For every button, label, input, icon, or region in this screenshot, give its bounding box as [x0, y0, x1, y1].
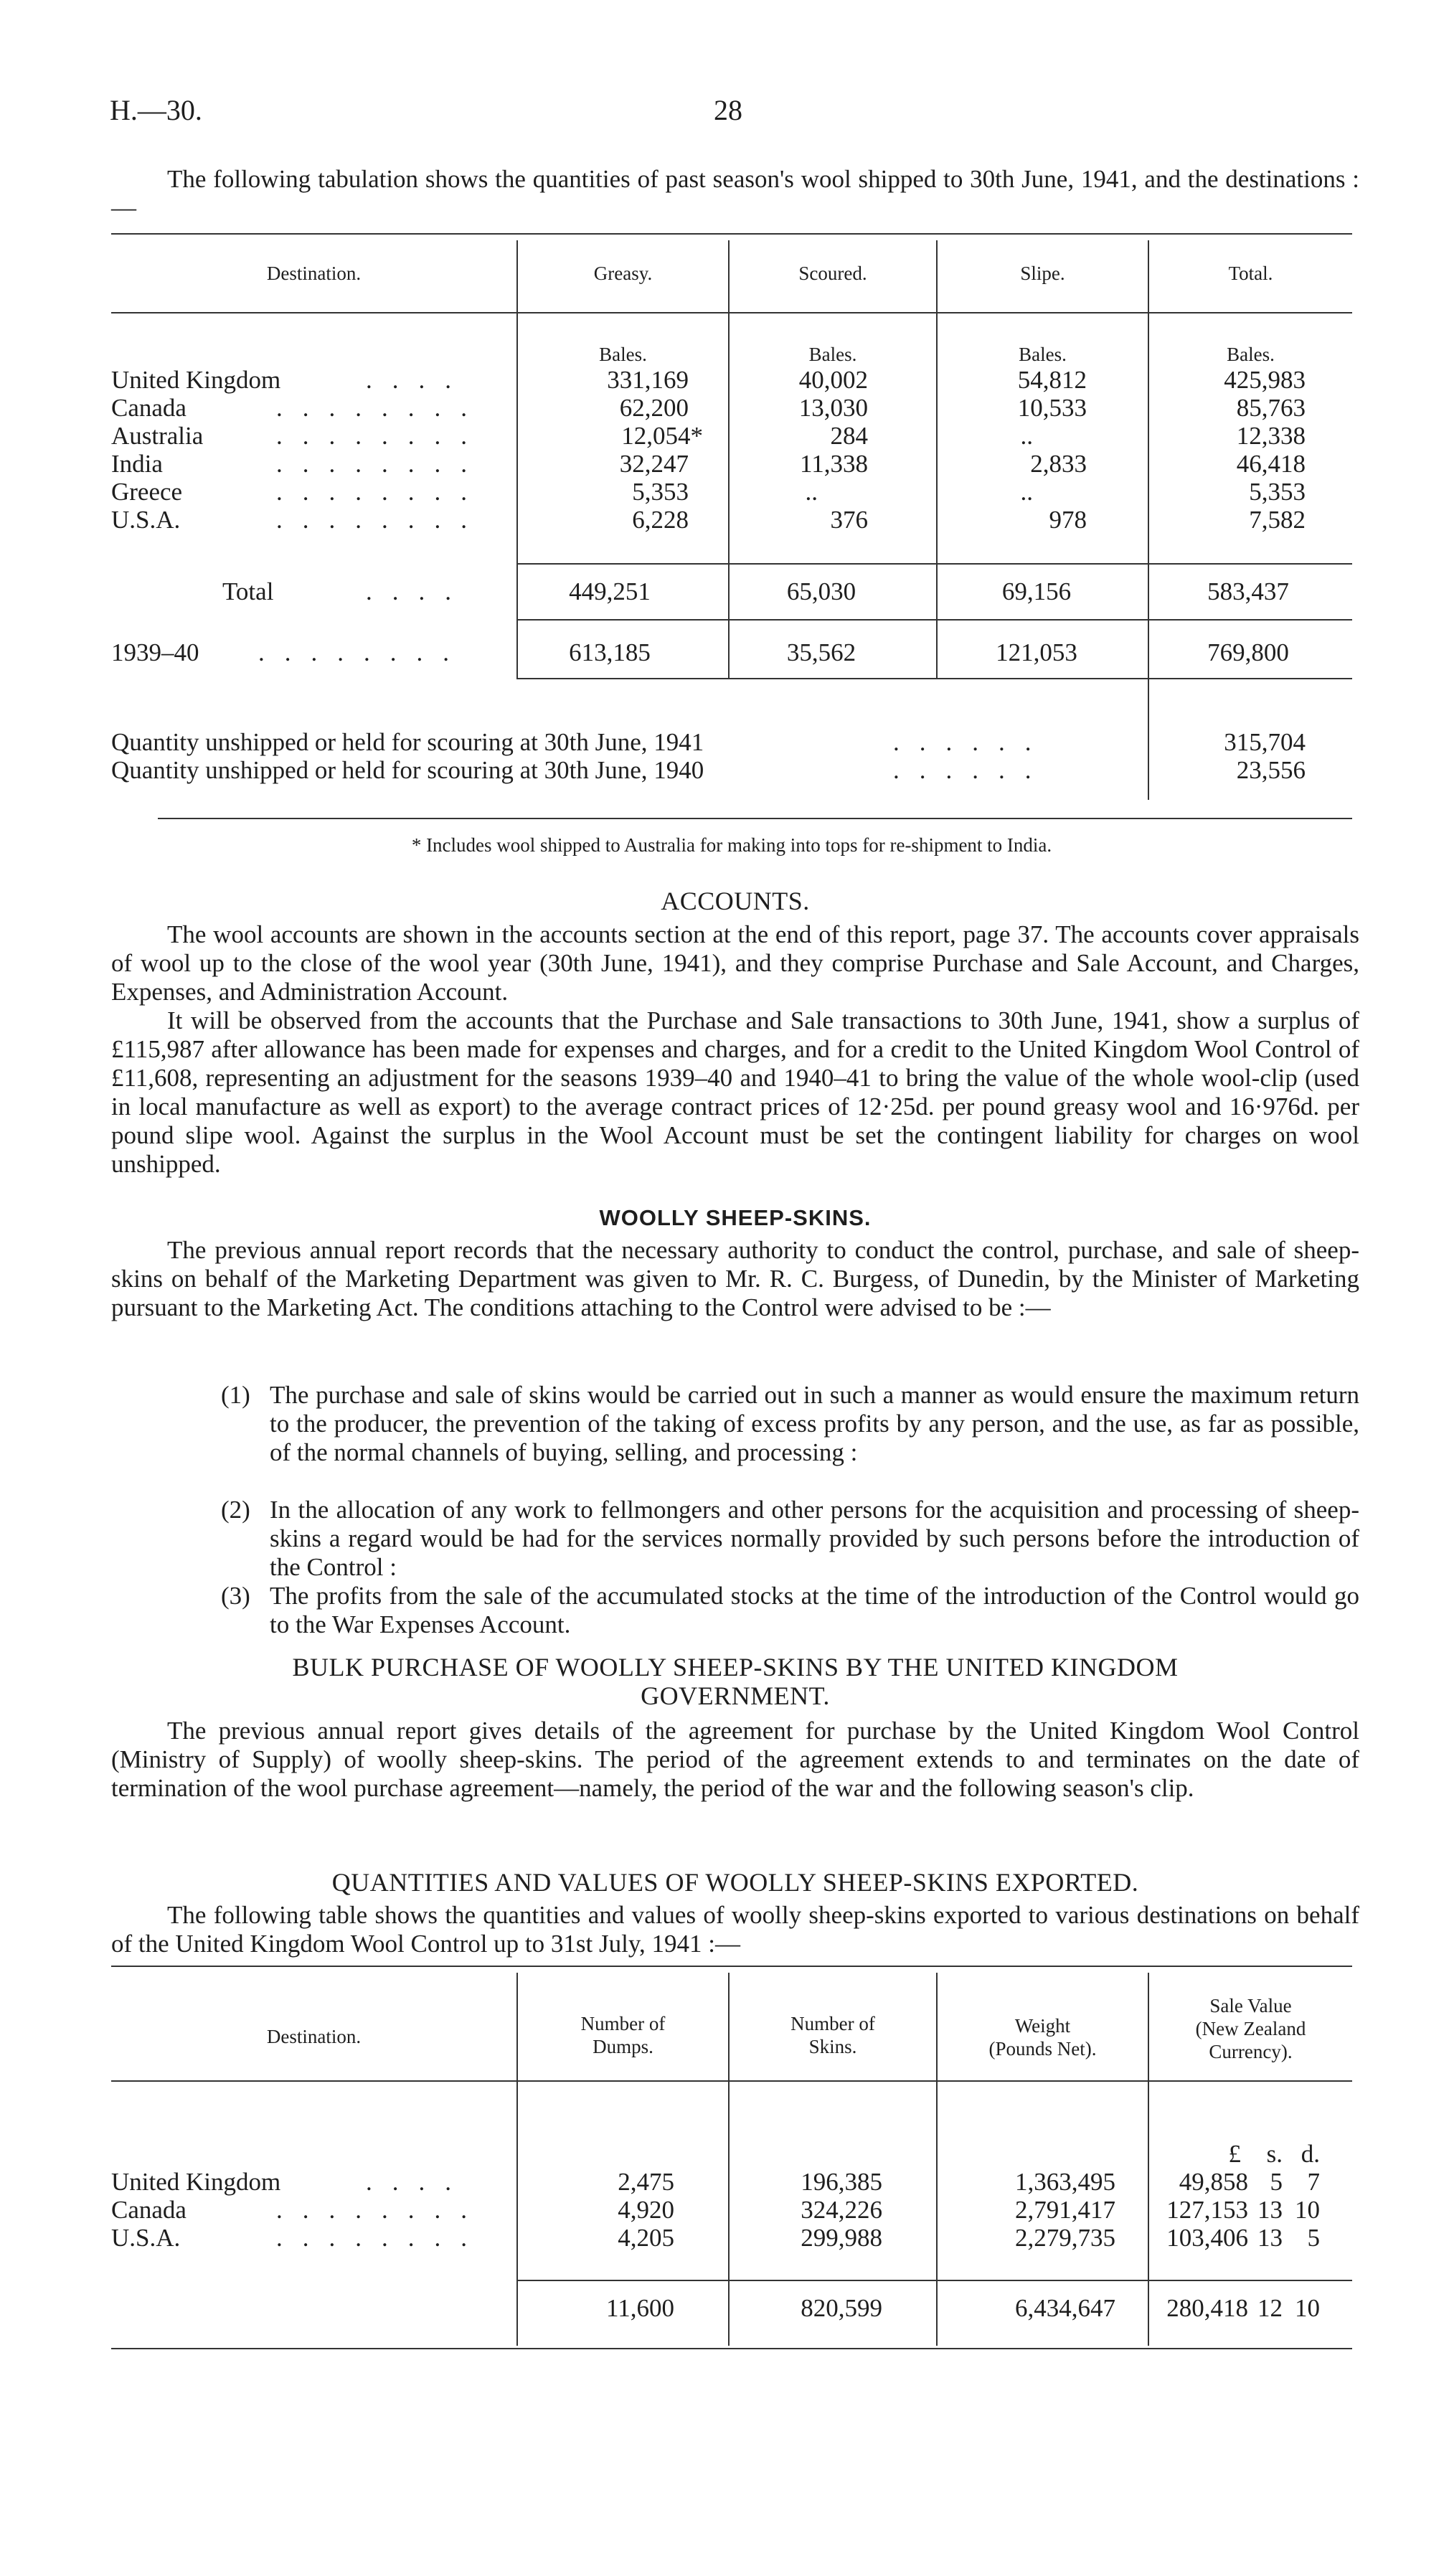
destination-cell: Greece: [111, 478, 183, 506]
greasy-cell: 32,247: [619, 450, 689, 478]
woolly-paragraph: The previous annual report records that the necessary authority to conduct the control, purchase, and sale of sheep-skins on behalf of the Marketing Department was given to Mr. R. C. Burgess, of Dunedin, by the Minister of Marketing pursuant to the Marketing Act. The conditions attaching to the Control were advised to be :—: [111, 1236, 1359, 1321]
pounds-cell: 103,406: [1166, 2224, 1248, 2252]
intro-paragraph: The following tabulation shows the quantities of past season's wool shipped to 30th June, 1941, and the destinations :—: [111, 165, 1359, 222]
quantities-heading: QUANTITIES AND VALUES OF WOOLLY SHEEP-SKINS EXPORTED.: [331, 1868, 1139, 1897]
unshipped-value: 315,704: [1224, 728, 1306, 756]
col-header-weight: [938, 2014, 1148, 2060]
total-rule: [516, 563, 1352, 565]
table-header-rule: [111, 2080, 1352, 2082]
col-header-line: Weight: [1014, 2015, 1071, 2037]
leader-dots: ........: [276, 394, 487, 422]
bulk-heading-line-1: BULK PURCHASE OF WOOLLY SHEEP-SKINS BY THE UNITED KINGDOM: [292, 1653, 1179, 1681]
scoured-cell: 13,030: [798, 394, 868, 422]
destination-cell: United Kingdom: [111, 366, 281, 394]
dumps-total: 11,600: [606, 2294, 674, 2322]
column-rule: [516, 240, 518, 678]
page-number: 28: [714, 94, 742, 126]
leader-dots: ........: [276, 450, 487, 478]
total-rule: [516, 678, 1352, 679]
weight-total: 6,434,647: [1015, 2294, 1115, 2322]
accounts-paragraph-1: The wool accounts are shown in the accounts section at the end of this report, page 37. The accounts cover appraisals of wool up to the close of the wool year (30th June, 1941), and they comprise Purchase and Sale Account, and Charges, Expenses, and Administration Account.: [111, 920, 1359, 1006]
shillings-cell: 13: [1257, 2224, 1283, 2252]
dumps-cell: 2,475: [618, 2168, 674, 2196]
pounds-cell: 49,858: [1179, 2168, 1248, 2196]
weight-cell: 1,363,495: [1015, 2168, 1115, 2196]
unshipped-label: Quantity unshipped or held for scouring at 30th June, 1941: [111, 728, 704, 756]
col-header-destination: Destination.: [266, 263, 362, 284]
total-rule: [516, 619, 1352, 621]
leader-dots: ........: [276, 2224, 487, 2252]
table-top-rule: [111, 1966, 1352, 1967]
unit-label: Bales.: [1227, 344, 1275, 365]
leader-dots: ........: [276, 506, 487, 534]
grand-total: 583,437: [1207, 577, 1289, 605]
total-cell: 7,582: [1249, 506, 1306, 534]
leader-dots: ........: [276, 2196, 487, 2224]
column-rule: [728, 240, 730, 678]
skins-total: 820,599: [801, 2294, 882, 2322]
slipe-cell: 10,533: [1017, 394, 1087, 422]
dumps-cell: 4,920: [618, 2196, 674, 2224]
scoured-cell: 11,338: [800, 450, 868, 478]
col-header-skins: [730, 2012, 936, 2058]
greasy-cell: 62,200: [619, 394, 689, 422]
destination-cell: Australia: [111, 422, 204, 450]
slipe-cell: 2,833: [1030, 450, 1087, 478]
prior-year-label: 1939–40: [111, 638, 199, 666]
pence-total: 10: [1295, 2294, 1320, 2322]
quantities-paragraph: The following table shows the quantities and values of woolly sheep-skins exported to various destinations on behalf of the United Kingdom Wool Control up to 31st July, 1941 :—: [111, 1901, 1359, 1958]
list-item: In the allocation of any work to fellmongers and other persons for the acquisition and processing of sheep-skins a regard would be had for the services normally provided by such persons before the introduction of the Control :: [270, 1496, 1359, 1581]
destination-cell: Canada: [111, 2196, 187, 2224]
destination-cell: Canada: [111, 394, 187, 422]
col-header-line: (Pounds Net).: [988, 2038, 1097, 2060]
slipe-cell: ..: [1020, 478, 1033, 506]
list-number: (1): [221, 1381, 250, 1409]
greasy-cell: 6,228: [632, 506, 689, 534]
col-header-greasy: Greasy.: [593, 263, 653, 284]
slipe-cell: ..: [1020, 422, 1033, 450]
unit-label: Bales.: [599, 344, 647, 365]
col-header-line: Currency).: [1209, 2041, 1293, 2062]
total-prior: 769,800: [1207, 638, 1289, 666]
unit-label: Bales.: [1019, 344, 1067, 365]
list-item: The purchase and sale of skins would be carried out in such a manner as would ensure the maximum return to the producer, the prevention of the taking of excess profits by any person, and the use, as far as possible, of the normal channels of buying, selling, and processing :: [270, 1381, 1359, 1466]
skins-cell: 196,385: [801, 2168, 882, 2196]
pence-cell: 10: [1295, 2196, 1320, 2224]
table-bottom-rule: [158, 818, 1352, 819]
leader-dots: ........: [258, 638, 469, 666]
greasy-cell: 12,054*: [621, 422, 703, 450]
leader-dots: ......: [893, 756, 1052, 784]
col-header-sale-value: [1149, 1994, 1352, 2063]
destination-cell: United Kingdom: [111, 2168, 281, 2196]
skins-cell: 299,988: [801, 2224, 882, 2252]
col-header-line: Number of: [580, 2013, 666, 2034]
total-cell: 85,763: [1236, 394, 1306, 422]
greasy-total: 449,251: [569, 577, 651, 605]
shillings-total: 12: [1257, 2294, 1283, 2322]
col-header-line: Number of: [790, 2013, 875, 2034]
pounds-unit: £: [1228, 2140, 1241, 2168]
bulk-heading-line-2: GOVERNMENT.: [641, 1681, 830, 1710]
pence-cell: 5: [1307, 2224, 1320, 2252]
col-header-line: Sale Value: [1209, 1995, 1292, 2016]
table-top-rule: [111, 233, 1352, 235]
leader-dots: ........: [276, 422, 487, 450]
shillings-unit: s.: [1266, 2140, 1283, 2168]
weight-cell: 2,791,417: [1015, 2196, 1115, 2224]
scoured-cell: ..: [805, 478, 818, 506]
pounds-cell: 127,153: [1166, 2196, 1248, 2224]
pence-unit: d.: [1301, 2140, 1320, 2168]
col-header-line: Skins.: [808, 2036, 857, 2057]
col-header-dumps: [518, 2012, 728, 2058]
total-cell: 12,338: [1236, 422, 1306, 450]
skins-cell: 324,226: [801, 2196, 882, 2224]
leader-dots: ........: [276, 478, 487, 506]
slipe-total: 69,156: [1001, 577, 1072, 605]
weight-cell: 2,279,735: [1015, 2224, 1115, 2252]
woolly-heading: WOOLLY SHEEP-SKINS.: [599, 1205, 872, 1230]
destination-cell: U.S.A.: [111, 2224, 181, 2252]
unshipped-label: Quantity unshipped or held for scouring at 30th June, 1940: [111, 756, 704, 784]
scoured-cell: 40,002: [798, 366, 868, 394]
accounts-paragraph-2: It will be observed from the accounts that the Purchase and Sale transactions to 30th June, 1941, show a surplus of £115,987 after allowance has been made for expenses and charges, and for a credit to the United Kingdom Wool Control of £11,608, representing an adjustment for the seasons 1939–40 and 1940–41 to bring the value of the whole wool-clip (used in local manufacture as well as export) to the average contract prices of 12·25d. per pound greasy wool and 16·976d. per pound slipe wool. Against the surplus in the Wool Account must be set the contingent liability for charges on wool unshipped.: [111, 1006, 1359, 1178]
unshipped-value: 23,556: [1236, 756, 1306, 784]
table-header-rule: [111, 312, 1352, 313]
table-bottom-rule: [111, 2348, 1352, 2349]
list-number: (3): [221, 1582, 250, 1610]
greasy-cell: 5,353: [632, 478, 689, 506]
list-number: (2): [221, 1496, 250, 1524]
column-rule: [936, 240, 938, 678]
total-cell: 425,983: [1224, 366, 1306, 394]
total-label: Total: [222, 577, 274, 605]
leader-dots: ....: [366, 2168, 471, 2196]
leader-dots: ....: [366, 366, 471, 394]
shillings-cell: 13: [1257, 2196, 1283, 2224]
slipe-cell: 978: [1049, 506, 1087, 534]
accounts-heading: ACCOUNTS.: [661, 887, 810, 915]
total-cell: 5,353: [1249, 478, 1306, 506]
slipe-cell: 54,812: [1017, 366, 1087, 394]
destination-cell: U.S.A.: [111, 506, 181, 534]
scoured-prior: 35,562: [786, 638, 856, 666]
col-header-line: (New Zealand: [1195, 2018, 1306, 2039]
col-header-destination: Destination.: [266, 2026, 362, 2047]
pence-cell: 7: [1307, 2168, 1320, 2196]
unit-label: Bales.: [808, 344, 857, 365]
scoured-total: 65,030: [786, 577, 856, 605]
greasy-cell: 331,169: [607, 366, 689, 394]
scoured-cell: 284: [830, 422, 868, 450]
destination-cell: India: [111, 450, 163, 478]
col-header-slipe: Slipe.: [1020, 263, 1065, 284]
leader-dots: ....: [366, 577, 471, 605]
footnote: * Includes wool shipped to Australia for making into tops for re-shipment to India.: [411, 834, 1052, 856]
slipe-prior: 121,053: [996, 638, 1077, 666]
scoured-cell: 376: [830, 506, 868, 534]
list-item: The profits from the sale of the accumulated stocks at the time of the introduction of the Control would go to the War Expenses Account.: [270, 1582, 1359, 1638]
total-cell: 46,418: [1236, 450, 1306, 478]
document-reference: H.—30.: [110, 94, 202, 126]
leader-dots: ......: [893, 728, 1052, 756]
shillings-cell: 5: [1270, 2168, 1283, 2196]
column-rule: [1148, 240, 1149, 800]
col-header-total: Total.: [1228, 263, 1273, 284]
col-header-scoured: Scoured.: [798, 263, 867, 284]
pounds-total: 280,418: [1166, 2294, 1248, 2322]
dumps-cell: 4,205: [618, 2224, 674, 2252]
col-header-line: Dumps.: [593, 2036, 653, 2057]
greasy-prior: 613,185: [569, 638, 651, 666]
bulk-paragraph: The previous annual report gives details of the agreement for purchase by the United Kingdom Wool Control (Ministry of Supply) of woolly sheep-skins. The period of the agreement extends to and terminates on the date of termination of the wool purchase agreement—namely, the period of the war and the following season's clip.: [111, 1717, 1359, 1802]
total-rule: [516, 2280, 1352, 2281]
